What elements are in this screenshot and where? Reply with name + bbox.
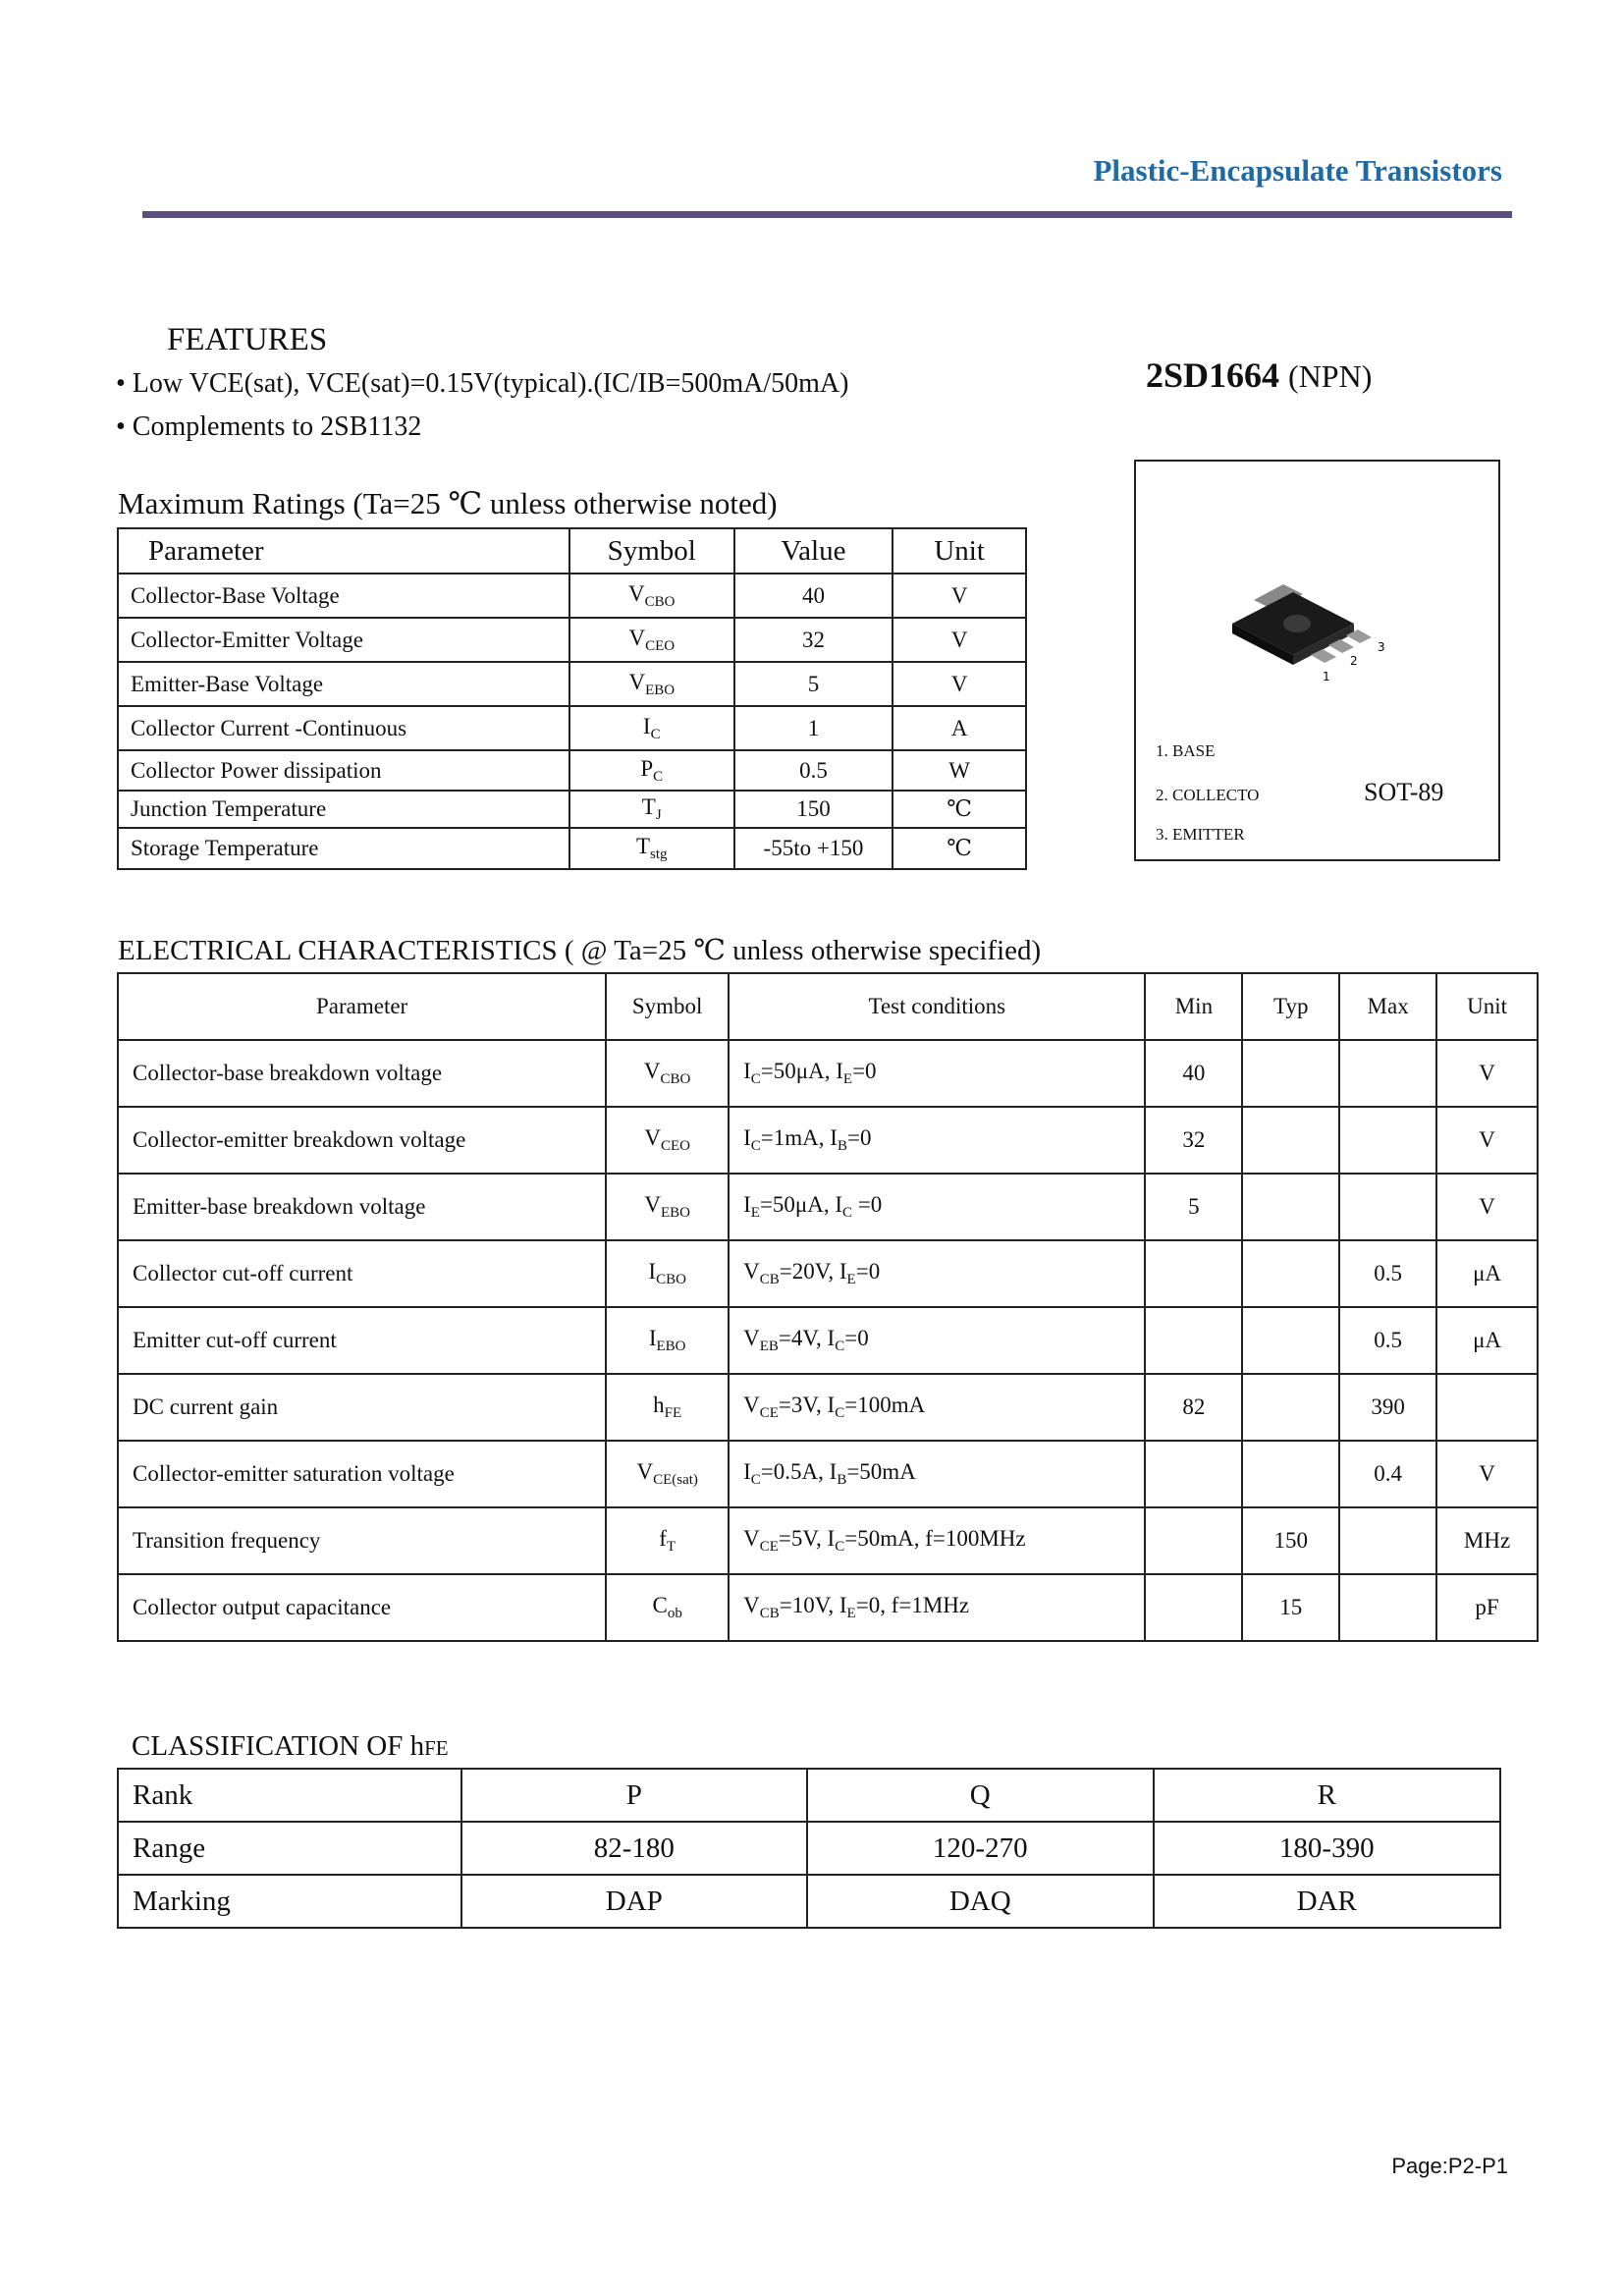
package-name: SOT-89 xyxy=(1364,778,1444,806)
package-box xyxy=(1134,460,1500,861)
symbol-subscript: EBO xyxy=(660,1205,690,1221)
max-cell xyxy=(1339,1507,1436,1574)
table-row xyxy=(118,1374,1538,1441)
unit-cell: V xyxy=(893,618,1026,662)
classification-heading-text: CLASSIFICATION OF h xyxy=(132,1730,425,1762)
symbol-cell: $I_C$ xyxy=(569,706,734,750)
symbol-cell: $V_{CE(sat)}$ xyxy=(606,1441,729,1507)
unit-cell: μA xyxy=(1436,1240,1538,1307)
parameter-cell: Collector-Base Voltage xyxy=(118,574,569,618)
column-header: Max xyxy=(1339,973,1436,1040)
symbol-subscript: CBO xyxy=(660,1071,691,1087)
feature-item: • Low VCE(sat), VCE(sat)=0.15V(typical).(IC/IB=500mA/50mA) xyxy=(116,368,849,399)
symbol-subscript: T xyxy=(666,1539,676,1555)
max-ratings-table xyxy=(117,527,1027,870)
symbol-cell: $P_C$ xyxy=(569,750,734,791)
max-cell: 0.5 xyxy=(1339,1307,1436,1374)
unit-cell xyxy=(1436,1374,1538,1441)
test-conditions-cell: $V_{CB}=10V$, $I_E=0$, f=1MHz xyxy=(729,1574,1145,1641)
max-cell xyxy=(1339,1107,1436,1174)
min-cell xyxy=(1145,1307,1242,1374)
unit-cell: ℃ xyxy=(893,828,1026,869)
parameter-cell: Collector-base breakdown voltage xyxy=(118,1040,606,1107)
min-cell xyxy=(1145,1574,1242,1641)
table-row xyxy=(118,662,1026,706)
max-cell: 0.5 xyxy=(1339,1240,1436,1307)
parameter-cell: DC current gain xyxy=(118,1374,606,1441)
parameter-cell: Emitter cut-off current xyxy=(118,1307,606,1374)
symbol-subscript: J xyxy=(655,807,662,823)
classification-cell: DAP xyxy=(461,1875,807,1928)
min-cell: 5 xyxy=(1145,1174,1242,1240)
column-header: Test conditions xyxy=(729,973,1145,1040)
column-header: Typ xyxy=(1242,973,1339,1040)
symbol-subscript: ob xyxy=(667,1606,682,1621)
max-cell: 390 xyxy=(1339,1374,1436,1441)
parameter-cell: Storage Temperature xyxy=(118,828,569,869)
typ-cell: 150 xyxy=(1242,1507,1339,1574)
electrical-characteristics-table xyxy=(117,972,1539,1642)
header-rule xyxy=(142,211,1512,218)
test-conditions-cell: $I_C=50\mu A$, $I_E=0$ xyxy=(729,1040,1145,1107)
unit-cell: V xyxy=(893,574,1026,618)
max-ratings-heading: Maximum Ratings (Ta=25 ℃ unless otherwise noted) xyxy=(118,486,778,520)
parameter-cell: Collector cut-off current xyxy=(118,1240,606,1307)
row-label: Marking xyxy=(118,1875,461,1928)
pin-label-emitter: 3. EMITTER xyxy=(1156,825,1245,844)
symbol-subscript: CEO xyxy=(660,1138,690,1154)
symbol-subscript: CBO xyxy=(656,1272,686,1287)
unit-cell: MHz xyxy=(1436,1507,1538,1574)
classification-cell: Q xyxy=(807,1769,1153,1822)
column-header: Parameter xyxy=(118,528,569,574)
pin-label-collector: 2. COLLECTO xyxy=(1156,786,1260,804)
classification-cell: 120-270 xyxy=(807,1822,1153,1875)
table-row xyxy=(118,1875,1500,1928)
unit-cell: pF xyxy=(1436,1574,1538,1641)
typ-cell xyxy=(1242,1441,1339,1507)
symbol-cell: $T_{stg}$ xyxy=(569,828,734,869)
parameter-cell: Collector Current -Continuous xyxy=(118,706,569,750)
classification-cell: 180-390 xyxy=(1154,1822,1501,1875)
value-cell: 5 xyxy=(734,662,893,706)
column-header: Parameter xyxy=(118,973,606,1040)
symbol-cell: $V_{CBO}$ xyxy=(569,574,734,618)
feature-item: • Complements to 2SB1132 xyxy=(116,411,422,442)
table-header-row xyxy=(118,528,1026,574)
max-cell xyxy=(1339,1574,1436,1641)
parameter-cell: Transition frequency xyxy=(118,1507,606,1574)
table-row xyxy=(118,1822,1500,1875)
value-cell: -55to +150 xyxy=(734,828,893,869)
symbol-subscript: EBO xyxy=(656,1339,686,1354)
unit-cell: V xyxy=(1436,1174,1538,1240)
table-row xyxy=(118,1040,1538,1107)
table-row xyxy=(118,791,1026,828)
min-cell xyxy=(1145,1441,1242,1507)
features-heading: FEATURES xyxy=(167,322,328,357)
symbol-subscript: CE(sat) xyxy=(653,1472,698,1488)
unit-cell: V xyxy=(1436,1040,1538,1107)
classification-cell: P xyxy=(461,1769,807,1822)
column-header: Value xyxy=(734,528,893,574)
table-row xyxy=(118,618,1026,662)
pin-number-3: 3 xyxy=(1378,640,1385,654)
symbol-cell: $h_{FE}$ xyxy=(606,1374,729,1441)
test-conditions-cell: $I_C=1mA$, $I_B=0$ xyxy=(729,1107,1145,1174)
symbol-subscript: C xyxy=(653,768,664,785)
table-row xyxy=(118,574,1026,618)
value-cell: 1 xyxy=(734,706,893,750)
table-row xyxy=(118,706,1026,750)
table-row xyxy=(118,1307,1538,1374)
classification-cell: R xyxy=(1154,1769,1501,1822)
typ-cell xyxy=(1242,1040,1339,1107)
parameter-cell: Emitter-Base Voltage xyxy=(118,662,569,706)
table-row xyxy=(118,828,1026,869)
table-header-row xyxy=(118,973,1538,1040)
unit-cell: A xyxy=(893,706,1026,750)
classification-cell: DAQ xyxy=(807,1875,1153,1928)
table-row xyxy=(118,1769,1500,1822)
electrical-heading: ELECTRICAL CHARACTERISTICS ( @ Ta=25 ℃ unless otherwise specified) xyxy=(118,935,1042,966)
column-header: Unit xyxy=(893,528,1026,574)
test-conditions-cell: $I_C=0.5A$, $I_B=50mA$ xyxy=(729,1441,1145,1507)
classification-table xyxy=(117,1768,1501,1929)
unit-cell: ℃ xyxy=(893,791,1026,828)
value-cell: 40 xyxy=(734,574,893,618)
table-row xyxy=(118,1574,1538,1641)
symbol-subscript: FE xyxy=(664,1405,682,1421)
test-conditions-cell: $V_{CE}=3V$, $I_C=100mA$ xyxy=(729,1374,1145,1441)
classification-cell: 82-180 xyxy=(461,1822,807,1875)
row-label: Rank xyxy=(118,1769,461,1822)
symbol-cell: $V_{CEO}$ xyxy=(606,1107,729,1174)
min-cell: 40 xyxy=(1145,1040,1242,1107)
typ-cell xyxy=(1242,1107,1339,1174)
table-row xyxy=(118,1441,1538,1507)
min-cell: 82 xyxy=(1145,1374,1242,1441)
column-header: Symbol xyxy=(569,528,734,574)
symbol-subscript: CBO xyxy=(644,593,676,610)
max-cell xyxy=(1339,1040,1436,1107)
pin-label-base: 1. BASE xyxy=(1156,741,1216,760)
parameter-cell: Collector-Emitter Voltage xyxy=(118,618,569,662)
parameter-cell: Collector output capacitance xyxy=(118,1574,606,1641)
parameter-cell: Collector Power dissipation xyxy=(118,750,569,791)
parameter-cell: Collector-emitter breakdown voltage xyxy=(118,1107,606,1174)
max-cell: 0.4 xyxy=(1339,1441,1436,1507)
classification-cell: DAR xyxy=(1154,1875,1501,1928)
symbol-subscript: C xyxy=(650,726,661,742)
symbol-cell: $V_{CBO}$ xyxy=(606,1040,729,1107)
table-row xyxy=(118,1507,1538,1574)
sot89-package-drawing xyxy=(1224,565,1401,683)
test-conditions-cell: $V_{EB}=4V$, $I_C=0$ xyxy=(729,1307,1145,1374)
unit-cell: W xyxy=(893,750,1026,791)
typ-cell xyxy=(1242,1174,1339,1240)
classification-heading-sub: FE xyxy=(424,1736,449,1760)
min-cell xyxy=(1145,1507,1242,1574)
value-cell: 32 xyxy=(734,618,893,662)
value-cell: 150 xyxy=(734,791,893,828)
symbol-cell: $I_{EBO}$ xyxy=(606,1307,729,1374)
unit-cell: μA xyxy=(1436,1307,1538,1374)
symbol-cell: $V_{CEO}$ xyxy=(569,618,734,662)
column-header: Unit xyxy=(1436,973,1538,1040)
table-row xyxy=(118,1240,1538,1307)
column-header: Symbol xyxy=(606,973,729,1040)
table-row xyxy=(118,1107,1538,1174)
symbol-cell: $I_{CBO}$ xyxy=(606,1240,729,1307)
unit-cell: V xyxy=(1436,1107,1538,1174)
unit-cell: V xyxy=(893,662,1026,706)
typ-cell xyxy=(1242,1374,1339,1441)
symbol-cell: $T_J$ xyxy=(569,791,734,828)
value-cell: 0.5 xyxy=(734,750,893,791)
typ-cell: 15 xyxy=(1242,1574,1339,1641)
symbol-cell: $f_T$ xyxy=(606,1507,729,1574)
pin-number-1: 1 xyxy=(1323,670,1330,683)
part-number: 2SD1664 xyxy=(1146,355,1280,395)
symbol-subscript: EBO xyxy=(645,682,676,698)
page-number: Page:P2-P1 xyxy=(1391,2154,1508,2178)
symbol-subscript: stg xyxy=(650,847,668,862)
symbol-cell: $C_{ob}$ xyxy=(606,1574,729,1641)
parameter-cell: Collector-emitter saturation voltage xyxy=(118,1441,606,1507)
parameter-cell: Junction Temperature xyxy=(118,791,569,828)
min-cell xyxy=(1145,1240,1242,1307)
parameter-cell: Emitter-base breakdown voltage xyxy=(118,1174,606,1240)
part-title xyxy=(1146,355,1372,396)
symbol-subscript: CEO xyxy=(645,637,676,654)
typ-cell xyxy=(1242,1307,1339,1374)
symbol-cell: $V_{EBO}$ xyxy=(606,1174,729,1240)
typ-cell xyxy=(1242,1240,1339,1307)
symbol-cell: $V_{EBO}$ xyxy=(569,662,734,706)
table-row xyxy=(118,1174,1538,1240)
part-type: (NPN) xyxy=(1288,358,1373,394)
test-conditions-cell: $V_{CE}=5V$, $I_C=50mA$, f=100MHz xyxy=(729,1507,1145,1574)
test-conditions-cell: $I_E=50\mu A$, $I_C =0$ xyxy=(729,1174,1145,1240)
table-row xyxy=(118,750,1026,791)
row-label: Range xyxy=(118,1822,461,1875)
min-cell: 32 xyxy=(1145,1107,1242,1174)
test-conditions-cell: $V_{CB}=20V$, $I_E=0$ xyxy=(729,1240,1145,1307)
unit-cell: V xyxy=(1436,1441,1538,1507)
max-cell xyxy=(1339,1174,1436,1240)
classification-heading xyxy=(132,1730,449,1763)
column-header: Min xyxy=(1145,973,1242,1040)
pin-number-2: 2 xyxy=(1350,654,1358,668)
document-header-title: Plastic-Encapsulate Transistors xyxy=(1093,153,1502,188)
